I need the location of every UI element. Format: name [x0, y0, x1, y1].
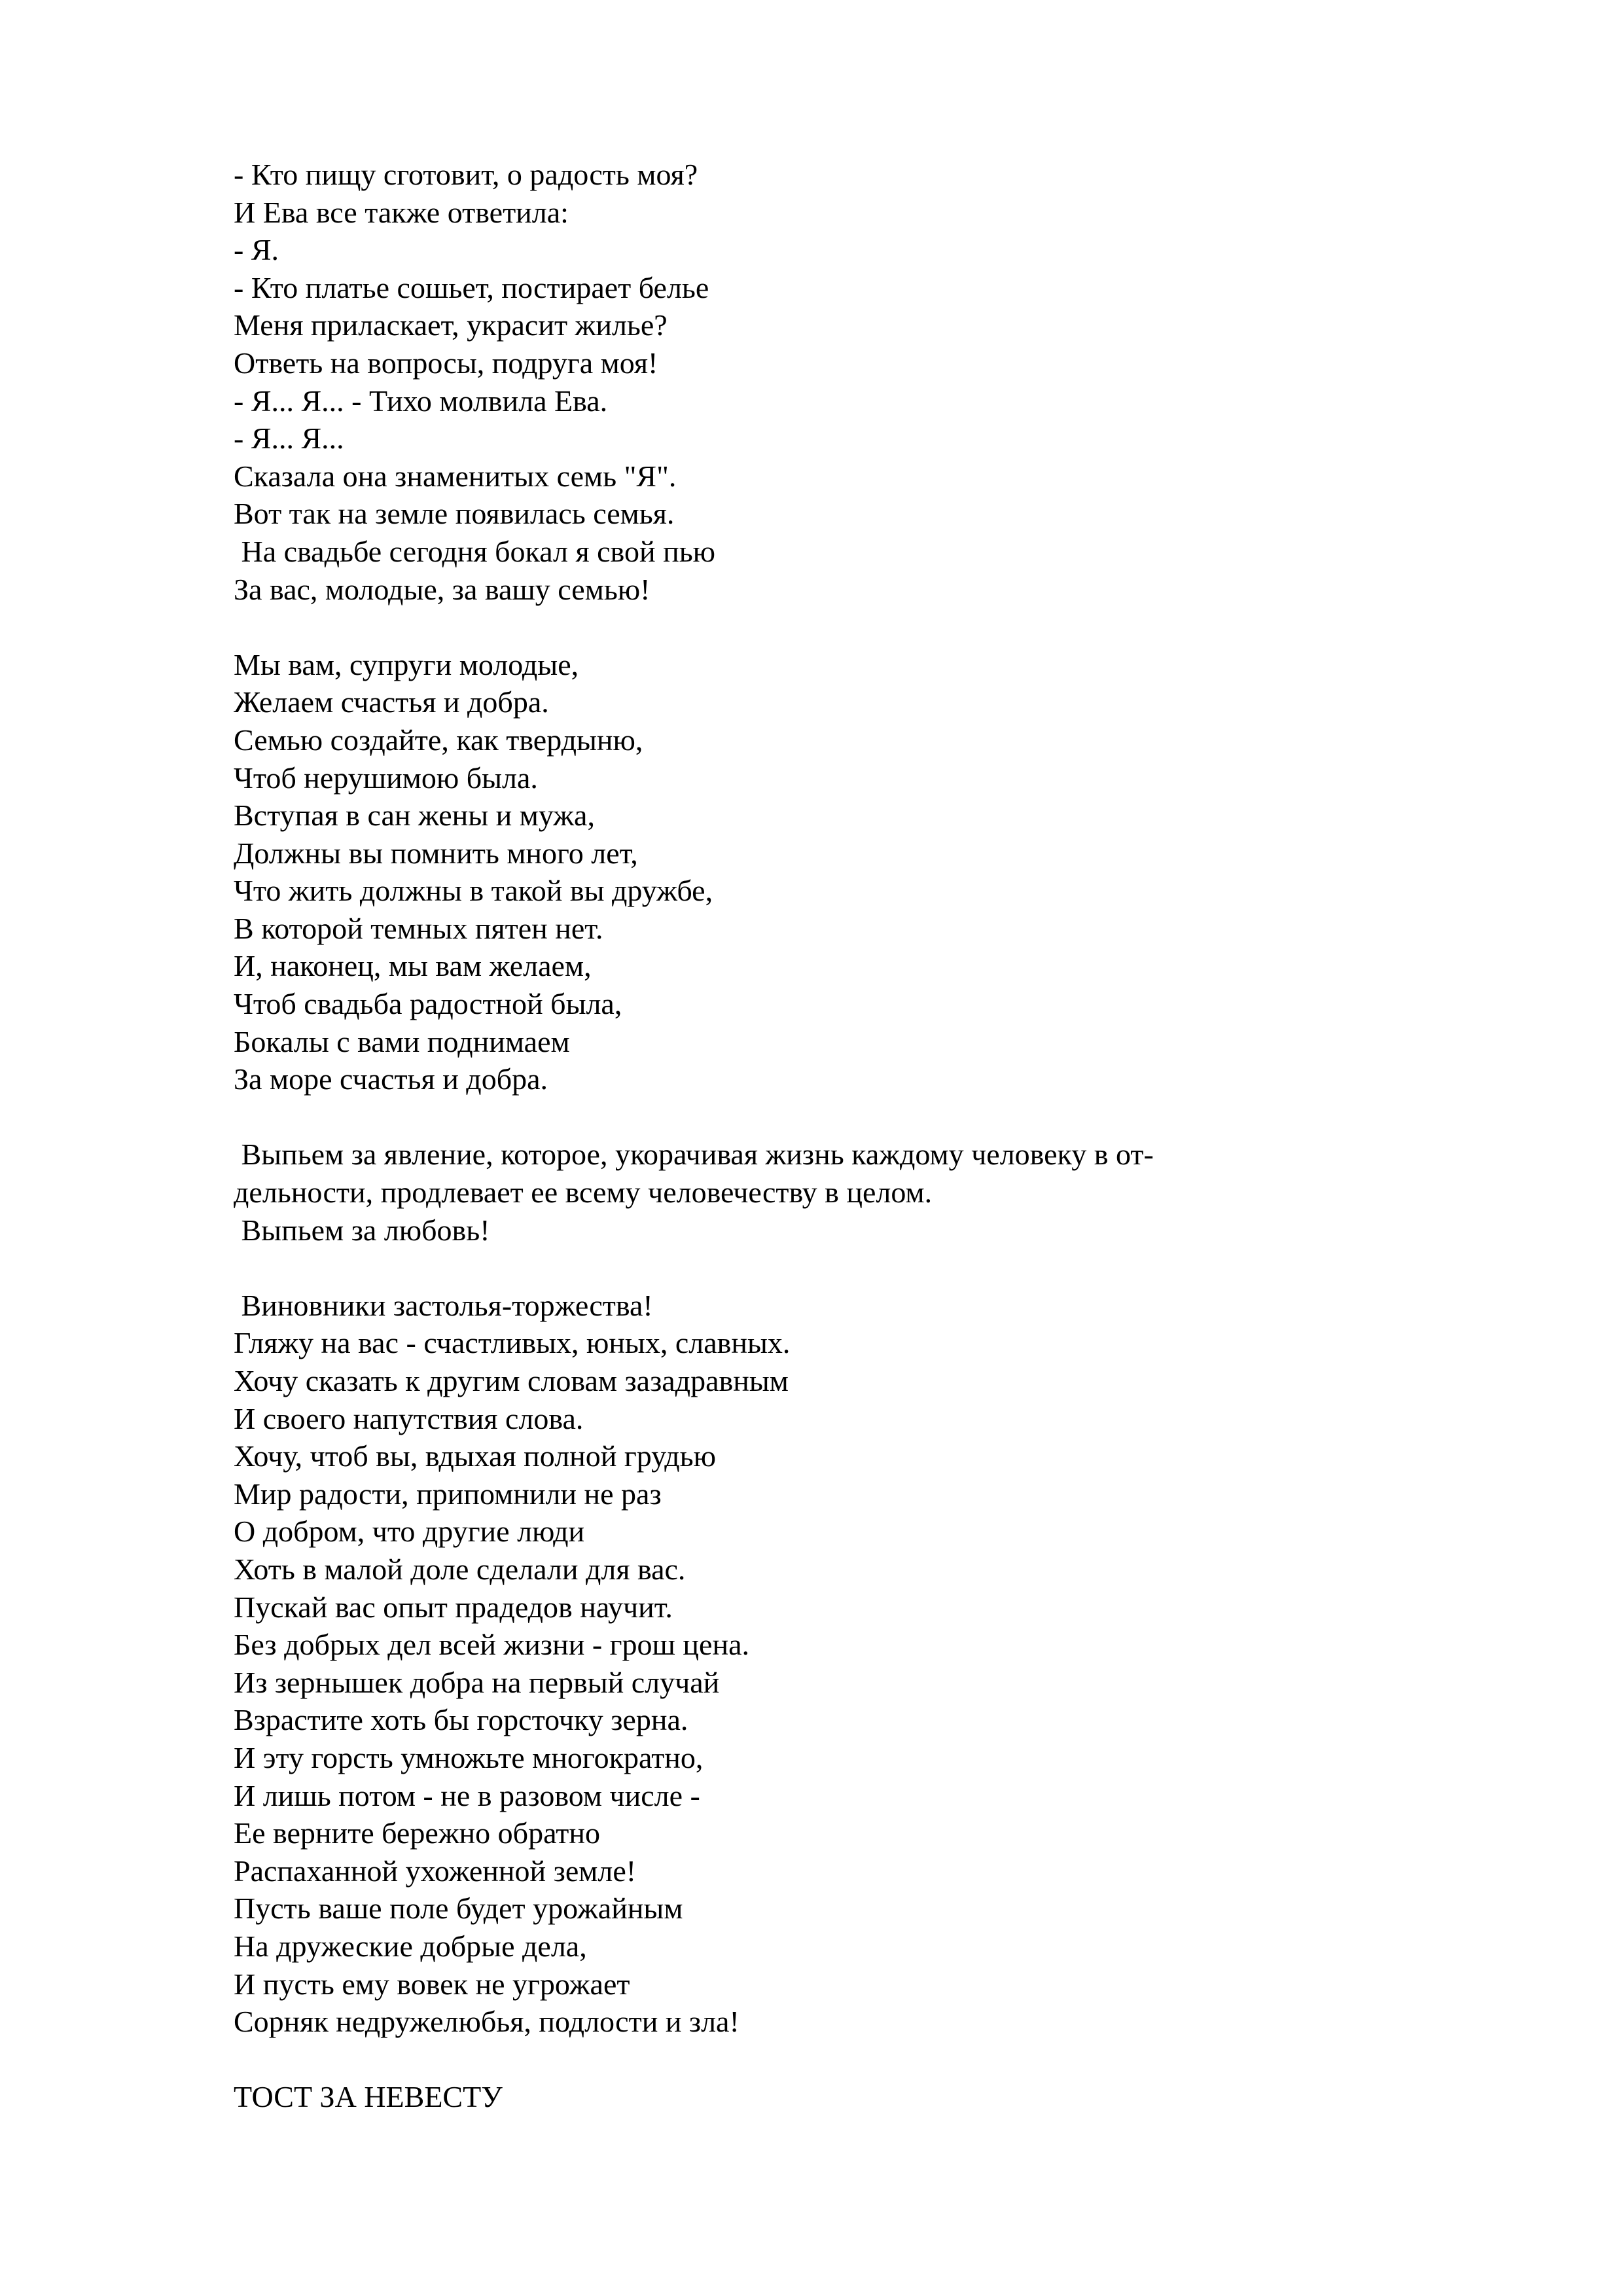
poem-spouses [234, 646, 1516, 1098]
text-line: Сорняк недружелюбья, подлости и зла! [234, 2005, 740, 2039]
text-line: На дружеские добрые дела, [234, 1929, 587, 1963]
text-line: Выпьем за любовь! [234, 1213, 490, 1247]
paragraph-gap [234, 608, 1516, 646]
text-line: Желаем счастья и добра. [234, 685, 549, 719]
text-line: И Ева все также ответила: [234, 195, 569, 229]
text-line: Должны вы помнить много лет, [234, 836, 638, 870]
text-line: За вас, молодые, за вашу семью! [234, 572, 651, 606]
paragraph-gap [234, 2041, 1516, 2079]
text-line: Хоть в малой доле сделали для вас. [234, 1552, 686, 1586]
text-line: На свадьбе сегодня бокал я свой пью [234, 534, 716, 568]
text-line: За море счастья и добра. [234, 1062, 548, 1096]
text-line: Виновники застолья-торжества! [234, 1288, 653, 1322]
text-line: Распаханной ухоженной земле! [234, 1854, 637, 1888]
text-line: И пусть ему вовек не угрожает [234, 1967, 630, 2001]
text-line: И эту горсть умножьте многократно, [234, 1740, 704, 1774]
text-line: Меня приласкает, украсит жилье? [234, 308, 668, 342]
text-line: Ее верните бережно обратно [234, 1816, 601, 1850]
text-line: О добром, что другие люди [234, 1515, 585, 1549]
text-line: Мы вам, супруги молодые, [234, 647, 579, 681]
text-line: Сказала она знаменитых семь "Я". [234, 459, 677, 493]
paragraph-gap [234, 1098, 1516, 1136]
text-line: Мир радости, припомнили не раз [234, 1477, 662, 1511]
toast-love [234, 1136, 1516, 1249]
text-line: В которой темных пятен нет. [234, 911, 603, 945]
text-line: - Кто платье сошьет, постирает белье [234, 270, 709, 304]
text-line: Что жить должны в такой вы дружбе, [234, 874, 713, 908]
text-line: Вот так на земле появилась семья. [234, 497, 675, 531]
text-line: И лишь потом - не в разовом числе - [234, 1778, 700, 1812]
text-line: - Я. [234, 233, 279, 267]
text-line: И своего напутствия слова. [234, 1401, 584, 1435]
text-line: Чтоб свадьба радостной была, [234, 987, 622, 1021]
text-line: - Я... Я... [234, 422, 344, 456]
document-text [234, 156, 1516, 2116]
section-heading: ТОСТ ЗА НЕВЕСТУ [234, 2080, 503, 2114]
poem-culprits [234, 1287, 1516, 2041]
poem-eve [234, 156, 1516, 608]
text-line: дельности, продлевает ее всему человечеству в целом. [234, 1175, 933, 1210]
paragraph-gap [234, 1249, 1516, 1287]
text-line: Выпьем за явление, которое, укорачивая жизнь каждому человеку в от- [234, 1138, 1154, 1172]
text-line: Бокалы с вами поднимаем [234, 1024, 570, 1058]
text-line: Вступая в сан жены и мужа, [234, 798, 595, 833]
text-line: Без добрых дел всей жизни - грош цена. [234, 1628, 749, 1662]
text-line: Чтоб нерушимою была. [234, 761, 538, 795]
text-line: Гляжу на вас - счастливых, юных, славных. [234, 1326, 791, 1360]
text-line: Пусть ваше поле будет урожайным [234, 1892, 683, 1926]
text-line: И, наконец, мы вам желаем, [234, 949, 592, 983]
text-line: Хочу сказать к другим словам зазадравным [234, 1364, 789, 1397]
text-line: Из зернышек добра на первый случай [234, 1665, 720, 1699]
text-line: Семью создайте, как твердыню, [234, 723, 643, 757]
text-line: - Я... Я... - Тихо молвила Ева. [234, 384, 608, 418]
text-line: Пускай вас опыт прадедов научит. [234, 1590, 673, 1624]
text-line: - Кто пищу сготовит, о радость моя? [234, 158, 698, 191]
text-line: Взрастите хоть бы горсточку зерна. [234, 1703, 688, 1737]
text-line: Ответь на вопросы, подруга моя! [234, 346, 658, 380]
text-line: Хочу, чтоб вы, вдыхая полной грудью [234, 1439, 716, 1473]
heading-bride [234, 2078, 1516, 2116]
